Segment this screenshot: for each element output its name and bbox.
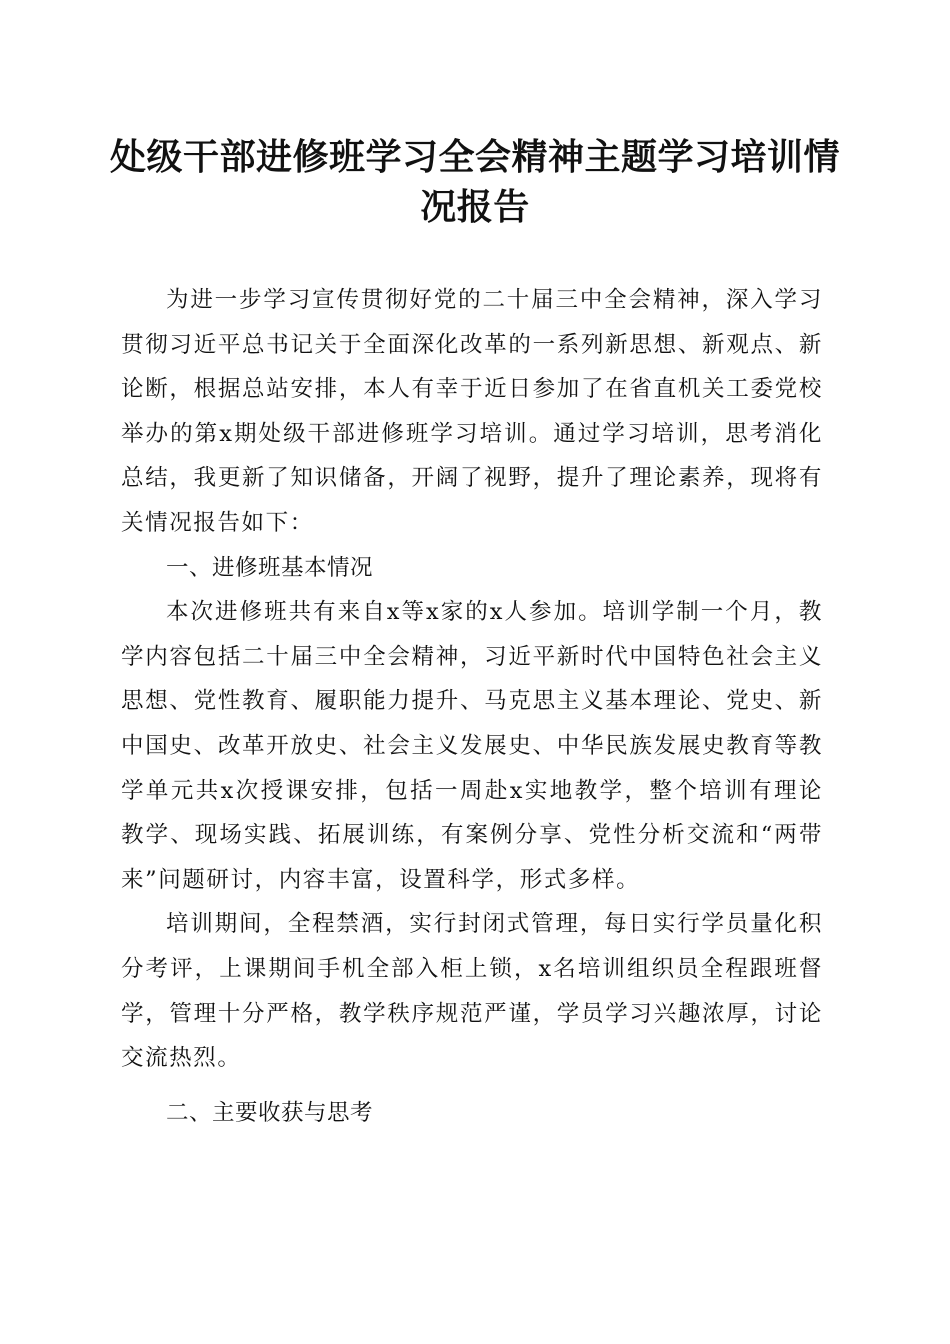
section-heading-gains: 二、主要收获与思考: [166, 1099, 374, 1126]
intro-paragraph: 为进一步学习宣传贯彻好党的二十届三中全会精神，深入学习贯彻习近平总书记关于全面深化改革的一系列新思想、新观点、新论断，根据总站安排，本人有幸于近日参加了在省直机关工委党校举办的第x期处级干部进修班学习培训。通过学习培训，思考消化总结，我更新了知识储备，开阔了视野，提升了理论素养，现将有关情况报告如下：: [121, 287, 823, 536]
document-title: 处级干部进修班学习全会精神主题学习培训情况报告: [109, 136, 840, 228]
document-body: [121, 278, 823, 1135]
basic-info-paragraph: 本次进修班共有来自x等x家的x人参加。培训学制一个月，教学内容包括二十届三中全会精神，习近平新时代中国特色社会主义思想、党性教育、履职能力提升、马克思主义基本理论、党史、新中国史、改革开放史、社会主义发展史、中华民族发展史教育等教学单元共x次授课安排，包括一周赴x实地教学，整个培训有理论教学、现场实践、拓展训练，有案例分享、党性分析交流和“两带来”问题研讨，内容丰富，设置科学，形式多样。: [121, 599, 823, 893]
management-paragraph: 培训期间，全程禁酒，实行封闭式管理，每日实行学员量化积分考评，上课期间手机全部入柜上锁，x名培训组织员全程跟班督学，管理十分严格，教学秩序规范严谨，学员学习兴趣浓厚，讨论交流热烈。: [121, 911, 823, 1072]
section-heading-basic-info: 一、进修班基本情况: [166, 554, 374, 581]
